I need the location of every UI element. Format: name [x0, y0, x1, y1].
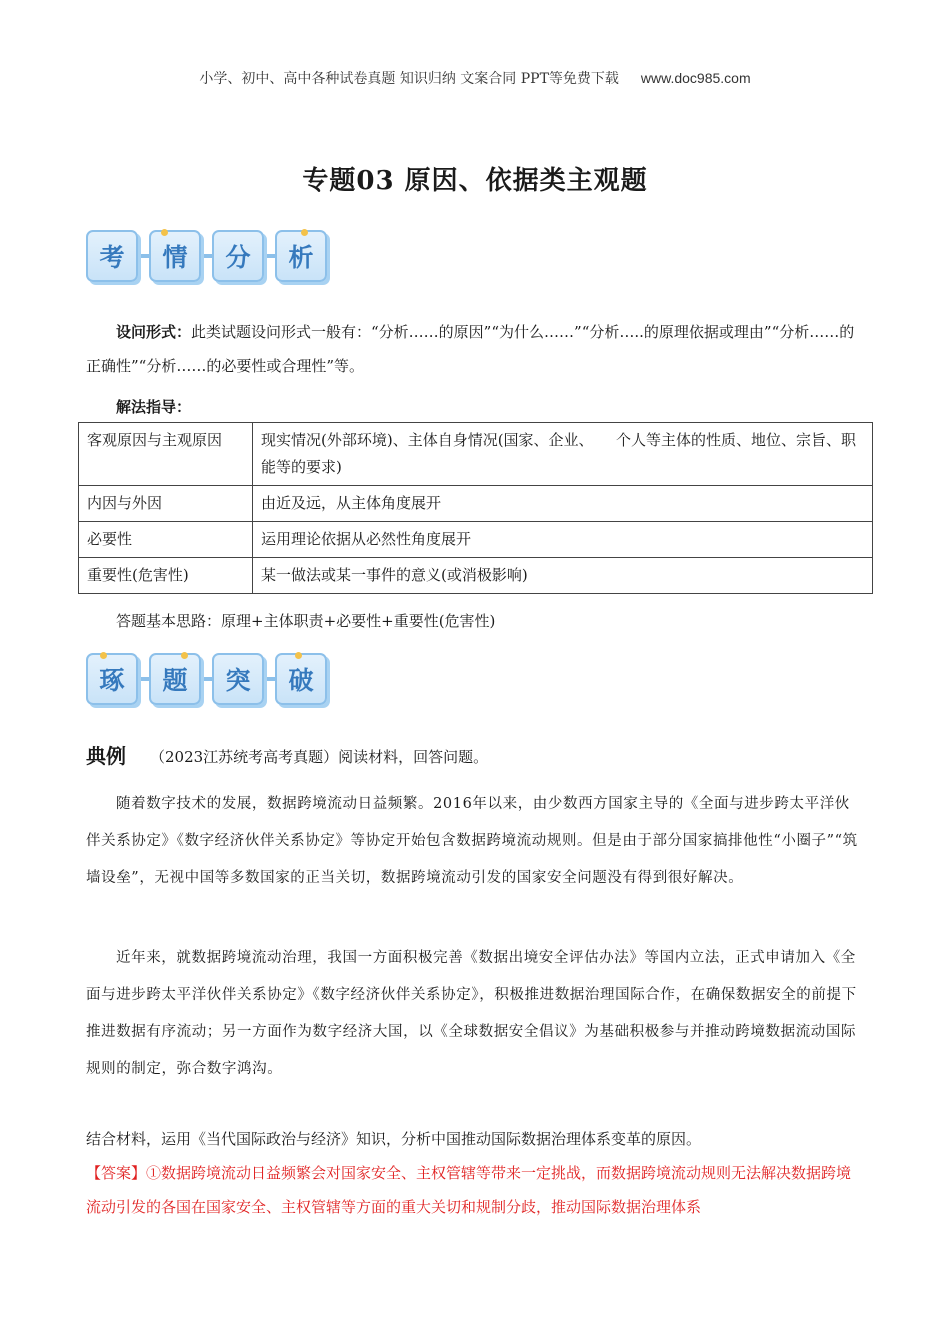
header-site[interactable]: www.doc985.com — [640, 70, 751, 86]
page-header — [0, 68, 950, 88]
section-badges-analysis — [86, 230, 327, 282]
table-row — [79, 558, 873, 594]
approach-text: 答题基本思路：原理+主体职责+必要性+重要性(危害性) — [116, 612, 496, 630]
section-badges-practice — [86, 653, 327, 705]
material-paragraph-2: 近年来，就数据跨境流动治理，我国一方面积极完善《数据出境安全评估办法》等国内立法，正式申请加入《全面与进步跨太平洋伙伴关系协定》《数字经济伙伴关系协定》，积极推进数据治理国际合作，在确保数据安全的前提下推进数据有序流动；另一方面作为数字经济大国，以《全球数据安全倡议》为基础积极参与并推动跨境数据流动国际规则的制定，弥合数字鸿沟。 — [86, 950, 857, 1077]
badge-char: 情 — [149, 230, 201, 282]
intro-text: 此类试题设问形式一般有：“分析……的原因”“为什么……”“分析…..的原理依据或理由”“分析……的正确性”“分析……的必要性或合理性”等。 — [86, 323, 855, 375]
badge-connector — [138, 254, 149, 258]
badge-char: 析 — [275, 230, 327, 282]
material-paragraph-1: 随着数字技术的发展，数据跨境流动日益频繁。2016年以来，由少数西方国家主导的《全面与进步跨太平洋伙伴关系协定》《数字经济伙伴关系协定》等协定开始包含数据跨境流动规则。但是由于部分国家搞排他性“小圈子”“筑墙设垒”，无视中国等多数国家的正当关切，数据跨境流动引发的国家安全问题没有得到很好解决。 — [86, 796, 858, 886]
badge-char: 破 — [275, 653, 327, 705]
table-row — [79, 423, 873, 486]
badge-char: 考 — [86, 230, 138, 282]
example-label: 典例 — [86, 744, 126, 768]
badge-char: 琢 — [86, 653, 138, 705]
badge-connector — [201, 677, 212, 681]
table-value: 运用理论依据从必然性角度展开 — [253, 522, 873, 558]
table-key: 内因与外因 — [79, 486, 253, 522]
header-text: 小学、初中、高中各种试卷真题 知识归纳 文案合同 PPT等免费下载 — [199, 71, 619, 87]
badge-dot-icon — [161, 229, 168, 236]
table-value: 现实情况(外部环境)、主体自身情况(国家、企业、 个人等主体的性质、地位、宗旨、职能等的要求) — [253, 423, 873, 486]
badge-connector — [138, 677, 149, 681]
badge-dot-icon — [100, 652, 107, 659]
answer-text: 【答案】①数据跨境流动日益频繁会对国家安全、主权管辖等带来一定挑战，而数据跨境流动规则无法解决数据跨境流动引发的各国在国家安全、主权管辖等方面的重大关切和规制分歧，推动国际数据治理体系 — [86, 1164, 852, 1216]
method-label: 解法指导： — [116, 398, 192, 416]
table-row — [79, 486, 873, 522]
badge-char: 突 — [212, 653, 264, 705]
badge-char: 分 — [212, 230, 264, 282]
badge-dot-icon — [181, 652, 188, 659]
example-source: （2023江苏统考高考真题）阅读材料，回答问题。 — [150, 748, 489, 766]
question-text: 结合材料，运用《当代国际政治与经济》知识，分析中国推动国际数据治理体系变革的原因。 — [86, 1130, 702, 1148]
table-key: 必要性 — [79, 522, 253, 558]
badge-connector — [264, 677, 275, 681]
badge-connector — [264, 254, 275, 258]
intro-paragraph — [86, 315, 864, 383]
table-value: 某一做法或某一事件的意义(或消极影响) — [253, 558, 873, 594]
badge-char: 题 — [149, 653, 201, 705]
badge-dot-icon — [301, 229, 308, 236]
page-title: 专题03 原因、依据类主观题 — [302, 166, 648, 196]
table-key: 客观原因与主观原因 — [79, 423, 253, 486]
badge-dot-icon — [295, 652, 302, 659]
guide-table — [78, 422, 873, 594]
table-value: 由近及远，从主体角度展开 — [253, 486, 873, 522]
badge-connector — [201, 254, 212, 258]
intro-label: 设问形式： — [116, 323, 192, 341]
table-key: 重要性(危害性) — [79, 558, 253, 594]
table-row — [79, 522, 873, 558]
